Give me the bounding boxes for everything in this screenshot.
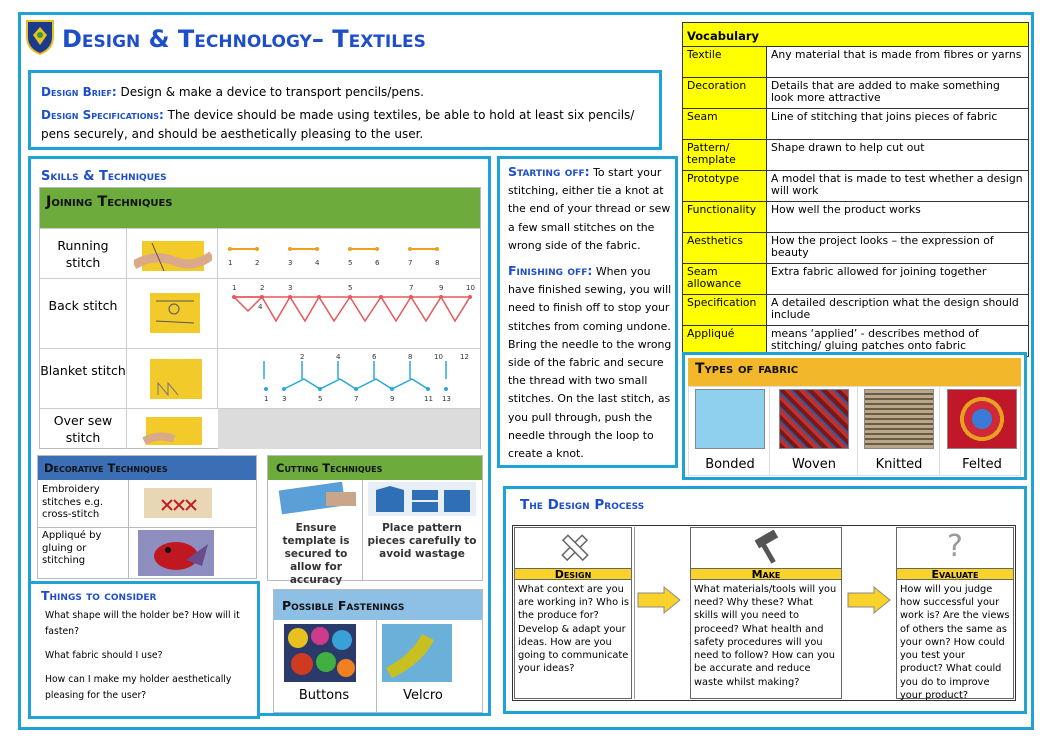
question-mark-icon: ? xyxy=(947,529,963,564)
cross-stitch-photo xyxy=(142,484,214,524)
blanket-stitch-photo xyxy=(148,355,206,403)
consider-heading: Things to consider xyxy=(41,588,157,603)
cutting-item-label: Ensure template is secured to allow for accuracy xyxy=(282,522,350,586)
vocabulary-row xyxy=(683,202,1029,233)
vocabulary-table xyxy=(682,22,1029,357)
vocabulary-term: Specification xyxy=(683,295,767,326)
vocabulary-term: Functionality xyxy=(683,202,767,233)
stage-questions: What materials/tools will you need? Why these? What skills will you need to proceed? What health and safety procedures will you need to follow? How can you be accurate and reduce waste whilst making? xyxy=(694,584,837,688)
vocabulary-definition: A detailed description what the design should include xyxy=(767,295,1029,326)
vocabulary-row xyxy=(683,171,1029,202)
vocabulary-term: Seam allowance xyxy=(683,264,767,295)
design-brief-text: Design & make a device to transport pencils/pens. xyxy=(120,85,424,99)
vocabulary-row xyxy=(683,295,1029,326)
stitch-name: Running stitch xyxy=(57,238,109,270)
vocabulary-term: Aesthetics xyxy=(683,233,767,264)
joining-table xyxy=(39,187,481,449)
vocabulary-term: Decoration xyxy=(683,78,767,109)
diagram-number: 4 xyxy=(315,259,320,267)
vocabulary-row xyxy=(683,78,1029,109)
svg-text:5: 5 xyxy=(348,284,353,292)
svg-text:12: 12 xyxy=(460,353,469,361)
consider-question: How can I make my holder aesthetically pleasing for the user? xyxy=(45,674,232,701)
stitch-row-oversew xyxy=(40,408,480,448)
stage-title: Evaluate xyxy=(897,568,1013,580)
stage-questions: What context are you are working in? Who is the produce for? Develop & adapt your ideas. How are you going to communicate your ideas? xyxy=(518,584,630,675)
design-process-heading: The Design Process xyxy=(520,497,645,513)
vocabulary-definition: Shape drawn to help cut out xyxy=(767,140,1029,171)
stitch-name: Back stitch xyxy=(48,298,118,313)
applique-bird-photo xyxy=(138,530,214,576)
svg-text:3: 3 xyxy=(282,395,287,403)
svg-text:8: 8 xyxy=(408,353,413,361)
svg-text:3: 3 xyxy=(288,284,293,292)
vocabulary-definition: means ‘applied’ - describes method of stitching/ gluing patches onto fabric xyxy=(767,326,1029,357)
stitch-row-blanket xyxy=(40,348,480,408)
knitted-fabric-photo xyxy=(864,389,934,449)
decorative-item-label: Embroidery stitches e.g. cross-stitch xyxy=(42,484,104,520)
vocabulary-definition: Line of stitching that joins pieces of fabric xyxy=(767,109,1029,140)
stage-evaluate xyxy=(896,527,1014,699)
page-title: Design & Technology– Textiles xyxy=(62,25,426,53)
ruler-pencil-icon xyxy=(557,530,591,564)
fabric-label: Knitted xyxy=(875,457,923,472)
arrow-right-icon xyxy=(846,585,892,615)
consider-question: What fabric should I use? xyxy=(45,650,163,661)
svg-text:7: 7 xyxy=(409,284,414,292)
pattern-pieces-photo xyxy=(368,482,476,516)
vocabulary-term: Prototype xyxy=(683,171,767,202)
svg-text:10: 10 xyxy=(434,353,443,361)
svg-text:10: 10 xyxy=(466,284,475,292)
starting-off-panel xyxy=(497,156,678,468)
back-stitch-diagram xyxy=(224,281,478,347)
template-pinning-photo xyxy=(276,482,358,516)
svg-text:2: 2 xyxy=(300,353,305,361)
svg-text:6: 6 xyxy=(372,353,377,361)
svg-text:4: 4 xyxy=(336,353,341,361)
vocabulary-term: Textile xyxy=(683,47,767,78)
buttons-photo xyxy=(284,624,356,682)
vocabulary-row xyxy=(683,233,1029,264)
diagram-number: 5 xyxy=(348,259,353,267)
svg-text:1: 1 xyxy=(264,395,269,403)
svg-text:2: 2 xyxy=(260,284,265,292)
oversew-stitch-photo xyxy=(140,413,210,447)
finishing-off-label: Finishing off: xyxy=(508,263,593,278)
diagram-number: 8 xyxy=(435,259,440,267)
vocabulary-definition: Any material that is made from fibres or yarns xyxy=(767,47,1029,78)
vocabulary-row xyxy=(683,264,1029,295)
svg-text:1: 1 xyxy=(232,284,237,292)
vocabulary-term: Seam xyxy=(683,109,767,140)
finishing-off-text: When you have finished sewing, you will need to finish off to stop your stitches from coming undone. Bring the needle to the wrong side of the fabric and secure the thread with two small stitches. On the last stitch, as you pull through, push the needle through the loop to create a knot. xyxy=(508,265,672,461)
decorative-heading: Decorative Techniques xyxy=(44,461,168,475)
things-to-consider-panel xyxy=(28,581,260,719)
back-stitch-photo xyxy=(148,289,204,339)
arrow-right-icon xyxy=(636,585,682,615)
school-crest-icon xyxy=(25,19,55,55)
vocabulary-term: Appliqué xyxy=(683,326,767,357)
design-brief-label: Design Brief: xyxy=(41,85,117,99)
vocabulary-definition: Extra fabric allowed for joining together xyxy=(767,264,1029,295)
vocabulary-definition: How well the product works xyxy=(767,202,1029,233)
starting-off-label: Starting off: xyxy=(508,164,590,179)
woven-fabric-photo xyxy=(779,389,849,449)
svg-text:11: 11 xyxy=(424,395,433,403)
decorative-item-label: Appliqué by gluing or stitching xyxy=(42,530,102,566)
felted-fabric-photo xyxy=(947,389,1017,449)
vocabulary-row xyxy=(683,47,1029,78)
stitch-row-back xyxy=(40,278,480,348)
cutting-item-label: Place pattern pieces carefully to avoid wastage xyxy=(367,522,477,560)
diagram-number: 7 xyxy=(408,259,413,267)
running-stitch-diagram xyxy=(224,235,474,275)
skills-panel xyxy=(28,156,491,716)
stage-title: Make xyxy=(691,568,841,580)
fastenings-heading: Possible Fastenings xyxy=(282,598,405,613)
design-spec-label: Design Specifications: xyxy=(41,108,164,122)
skills-heading: Skills & Techniques xyxy=(41,169,167,184)
design-process-panel xyxy=(503,486,1027,714)
vocabulary-definition: How the project looks – the expression of beauty xyxy=(767,233,1029,264)
stitch-name: Blanket stitch xyxy=(40,363,126,378)
vocabulary-row xyxy=(683,140,1029,171)
svg-text:9: 9 xyxy=(439,284,444,292)
fabric-label: Woven xyxy=(792,457,836,472)
consider-question: What shape will the holder be? How will it fasten? xyxy=(45,610,240,637)
fastenings-panel xyxy=(273,589,483,713)
diagram-number: 2 xyxy=(255,259,260,267)
design-brief-panel xyxy=(28,70,662,150)
velcro-photo xyxy=(382,624,452,682)
stitch-row-running xyxy=(40,228,480,278)
svg-text:7: 7 xyxy=(354,395,359,403)
design-spec-text: The device should be made using textiles, be able to hold at least six pencils/ pens securely, and should be aesthetically pleasing to the user. xyxy=(41,108,635,141)
svg-text:9: 9 xyxy=(390,395,395,403)
svg-text:4: 4 xyxy=(258,303,263,311)
fabric-heading: Types of fabric xyxy=(695,361,799,377)
starting-off-text: To start your stitching, either tie a knot at the end of your thread or sew a few small stitches on the wrong side of the fabric. xyxy=(508,166,671,252)
cutting-heading: Cutting Techniques xyxy=(276,461,383,475)
diagram-number: 6 xyxy=(375,259,380,267)
blanket-stitch-diagram xyxy=(224,351,478,407)
vocabulary-heading: Vocabulary xyxy=(682,22,1029,46)
vocabulary-definition: Details that are added to make something look more attractive xyxy=(767,78,1029,109)
svg-text:13: 13 xyxy=(442,395,451,403)
vocabulary-row xyxy=(683,109,1029,140)
stitch-name: Over sew stitch xyxy=(53,413,113,445)
fastening-label: Buttons xyxy=(298,688,350,703)
vocabulary-definition: A model that is made to test whether a design will work xyxy=(767,171,1029,202)
bonded-fabric-photo xyxy=(695,389,765,449)
decorative-panel xyxy=(37,455,257,579)
cutting-panel xyxy=(267,455,483,586)
fabric-label: Felted xyxy=(962,457,1002,472)
stage-design xyxy=(514,527,632,699)
joining-heading: Joining Techniques xyxy=(46,194,173,210)
diagram-number: 3 xyxy=(288,259,293,267)
stage-title: Design xyxy=(515,568,631,580)
fastening-label: Velcro xyxy=(403,688,443,703)
fabric-label: Bonded xyxy=(705,457,755,472)
fabric-panel xyxy=(682,352,1027,480)
vocabulary-term: Pattern/ template xyxy=(683,140,767,171)
stage-questions: How will you judge how successful your work is? Are the views of others the same as your own? How could you test your product? What could you do to improve your product? xyxy=(900,584,1010,701)
diagram-number: 1 xyxy=(228,259,233,267)
svg-text:5: 5 xyxy=(318,395,323,403)
running-stitch-photo xyxy=(134,235,212,275)
hammer-icon xyxy=(749,530,785,566)
stage-make xyxy=(690,527,842,699)
